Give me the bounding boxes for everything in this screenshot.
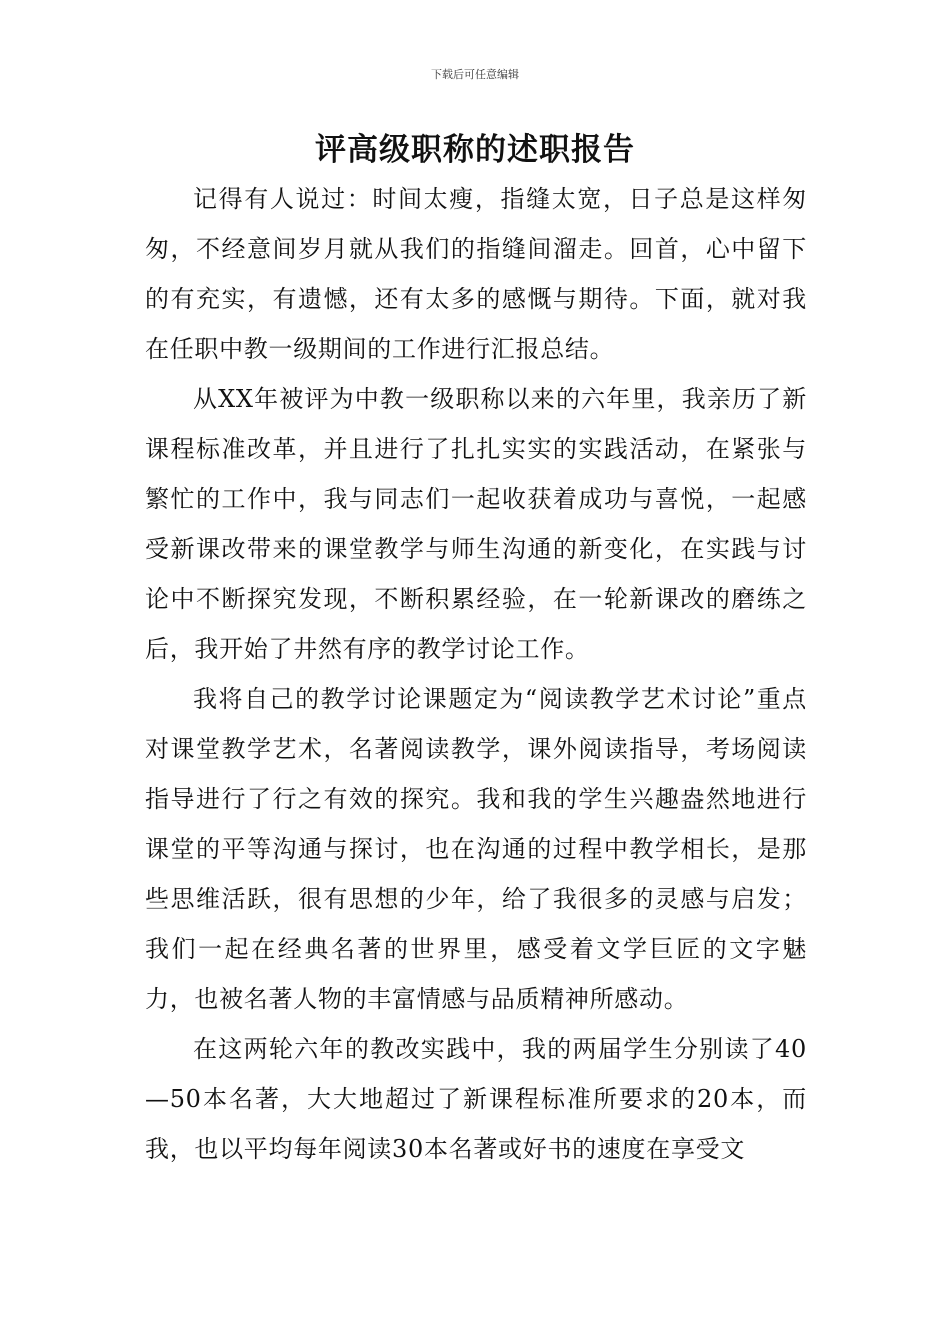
document-body xyxy=(145,174,807,1174)
paragraph-2: 从XX年被评为中教一级职称以来的六年里，我亲历了新课程标准改革，并且进行了扎扎实实的实践活动，在紧张与繁忙的工作中，我与同志们一起收获着成功与喜悦，一起感受新课改带来的课堂教学与师生沟通的新变化，在实践与讨论中不断探究发现，不断积累经验，在一轮新课改的磨练之后，我开始了井然有序的教学讨论工作。 xyxy=(145,385,807,663)
paragraph-1: 记得有人说过：时间太瘦，指缝太宽，日子总是这样匆匆，不经意间岁月就从我们的指缝间溜走。回首，心中留下的有充实，有遗憾，还有太多的感慨与期待。下面，就对我在任职中教一级期间的工作进行汇报总结。 xyxy=(145,185,807,363)
document-title: 评高级职称的述职报告 xyxy=(315,132,635,168)
header-note: 下载后可任意编辑 xyxy=(431,68,519,81)
paragraph-4: 在这两轮六年的教改实践中，我的两届学生分别读了40—50本名著，大大地超过了新课程标准所要求的20本，而我，也以平均每年阅读30本名著或好书的速度在享受文 xyxy=(145,1035,807,1163)
paragraph-3: 我将自己的教学讨论课题定为“阅读教学艺术讨论”重点对课堂教学艺术，名著阅读教学，课外阅读指导，考场阅读指导进行了行之有效的探究。我和我的学生兴趣盎然地进行课堂的平等沟通与探讨，也在沟通的过程中教学相长，是那些思维活跃，很有思想的少年，给了我很多的灵感与启发；我们一起在经典名著的世界里，感受着文学巨匠的文字魅力，也被名著人物的丰富情感与品质精神所感动。 xyxy=(145,685,807,1013)
